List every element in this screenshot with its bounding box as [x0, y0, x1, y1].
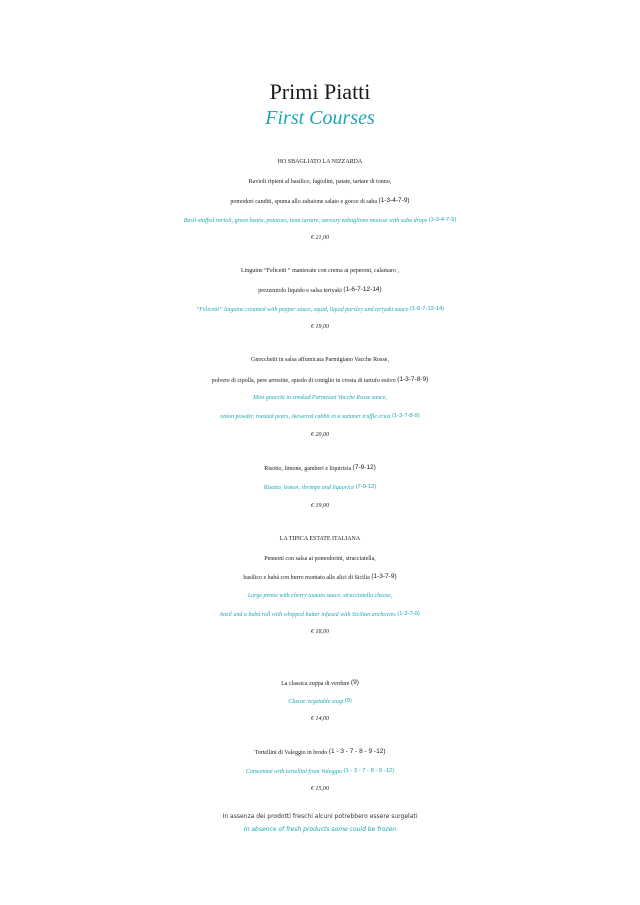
- dish-7-price: € 15,00: [311, 786, 329, 792]
- dish-5-en-allergens: (1-3-7-9): [397, 611, 420, 617]
- dish-5-it-allergens: (1-3-7-9): [371, 573, 397, 580]
- dish-6-it-line1: La classica zuppa di verdure (9): [281, 679, 359, 687]
- dish-5-it-line1: Pennoni con salsa ai pomodorini, stracciatella,: [264, 556, 376, 562]
- dish-5-it-line2: basilico e babà con burro montato alle alici di Sicilia (1-3-7-9): [243, 573, 397, 581]
- dish-1-name: HO SBAGLIATO LA NIZZARDA: [277, 159, 363, 165]
- dish-2-price: € 19,00: [311, 324, 329, 330]
- dish-5-en-line2: basil and a babà roll with whipped butter infused with Sicilian anchovies (1-3-7-9): [220, 611, 420, 618]
- page-subtitle: First Courses: [265, 107, 375, 129]
- dish-1-en-line1: Basil-stuffed ravioli, green beans, potatoes, tuna tartare, savoury zabaglione mousse with saba drops (1-3-4-7-9): [183, 217, 457, 224]
- dish-7-en-allergens: (1 - 3 - 7 - 8 - 9 -12): [343, 768, 395, 774]
- dish-7-en-line1: Consommé with tortellini from Valeggio (1 - 3 - 7 - 8 - 9 -12): [245, 768, 395, 775]
- dish-3-it-line2: polvere di cipolla, pere arrostite, spiedo di coniglio in crosta di tartufo estivo (1-3-7-8-9): [211, 376, 429, 384]
- dish-5-en-line1: Large penne with cherry tomato sauce, stracciatella cheese,: [247, 593, 393, 599]
- dish-5-price: € 18,00: [311, 629, 329, 635]
- dish-4-it-allergens: (7-9-12): [352, 464, 376, 471]
- dish-1-en-allergens: (1-3-4-7-9): [428, 217, 457, 223]
- dish-2-it-allergens: (1-6-7-12-14): [343, 286, 382, 293]
- frozen-note-it: In assenza dei prodotti freschi alcuni potrebbero essere surgelati: [222, 813, 418, 820]
- dish-2-en-allergens: (1-6-7-12-14): [409, 306, 445, 312]
- dish-6-price: € 14,00: [311, 716, 329, 722]
- frozen-note-en: In absence of fresh products some could be frozen: [243, 826, 397, 833]
- dish-4-price: € 19,00: [311, 503, 329, 509]
- dish-2-it-line2: prezzemolo liquido e salsa teriyaki (1-6-7-12-14): [258, 286, 382, 294]
- dish-3-price: € 20,00: [311, 432, 329, 438]
- dish-6-en-line1: Classic vegetable soup (9): [288, 698, 352, 705]
- dish-5-name: LA TIPICA ESTATE ITALIANA: [279, 536, 361, 542]
- page-title: Primi Piatti: [269, 79, 371, 104]
- dish-7-it-line1: Tortellini di Valeggio in brodo (1 - 3 - 7 - 8 - 9 -12): [254, 748, 386, 756]
- dish-2-it-line1: Linguine “Felicetti “ mantecate con crema ai peperoni, calamaro ,: [240, 268, 400, 274]
- dish-4-en-allergens: (7-9-12): [355, 484, 377, 490]
- dish-3-it-allergens: (1-3-7-8-9): [397, 376, 429, 383]
- dish-3-en-allergens: (1-3-7-8-9): [392, 413, 420, 419]
- dish-3-en-line2: onion powder, roasted pears, skewered rabbit in a summer truffle crust (1-3-7-8-9): [220, 413, 420, 420]
- dish-4-en-line1: Risotto, lemon, shrimps and liquorice (7-9-12): [263, 484, 377, 491]
- dish-1-price: € 21,00: [311, 235, 329, 241]
- dish-6-en-allergens: (9): [344, 698, 352, 704]
- dish-3-en-line1: Mini gnocchi in smoked Parmesan Vacche Rosse sauce,: [253, 395, 387, 401]
- dish-7-it-allergens: (1 - 3 - 7 - 8 - 9 -12): [328, 748, 386, 755]
- dish-1-it-line2: pomodori canditi, spuma allo zabaione salato e gocce di saba (1-3-4-7-9): [230, 197, 410, 205]
- dish-6-it-allergens: (9): [350, 679, 359, 686]
- dish-2-en-line1: “Felicetti” linguine creamed with pepper sauce, squid, liquid parsley and teriyaki sauce (1-6-7-12-14): [195, 306, 445, 313]
- dish-4-it-line1: Risotto, limone, gamberi e liquirizia (7-9-12): [264, 464, 376, 472]
- dish-1-it-line1: Ravioli ripieni al basilico, fagiolini, patate, tartare di tonno,: [248, 179, 392, 185]
- dish-3-it-line1: Gnocchetti in salsa affumicata Parmigiano Vacche Rosse,: [251, 357, 389, 363]
- dish-1-it-allergens: (1-3-4-7-9): [378, 197, 410, 204]
